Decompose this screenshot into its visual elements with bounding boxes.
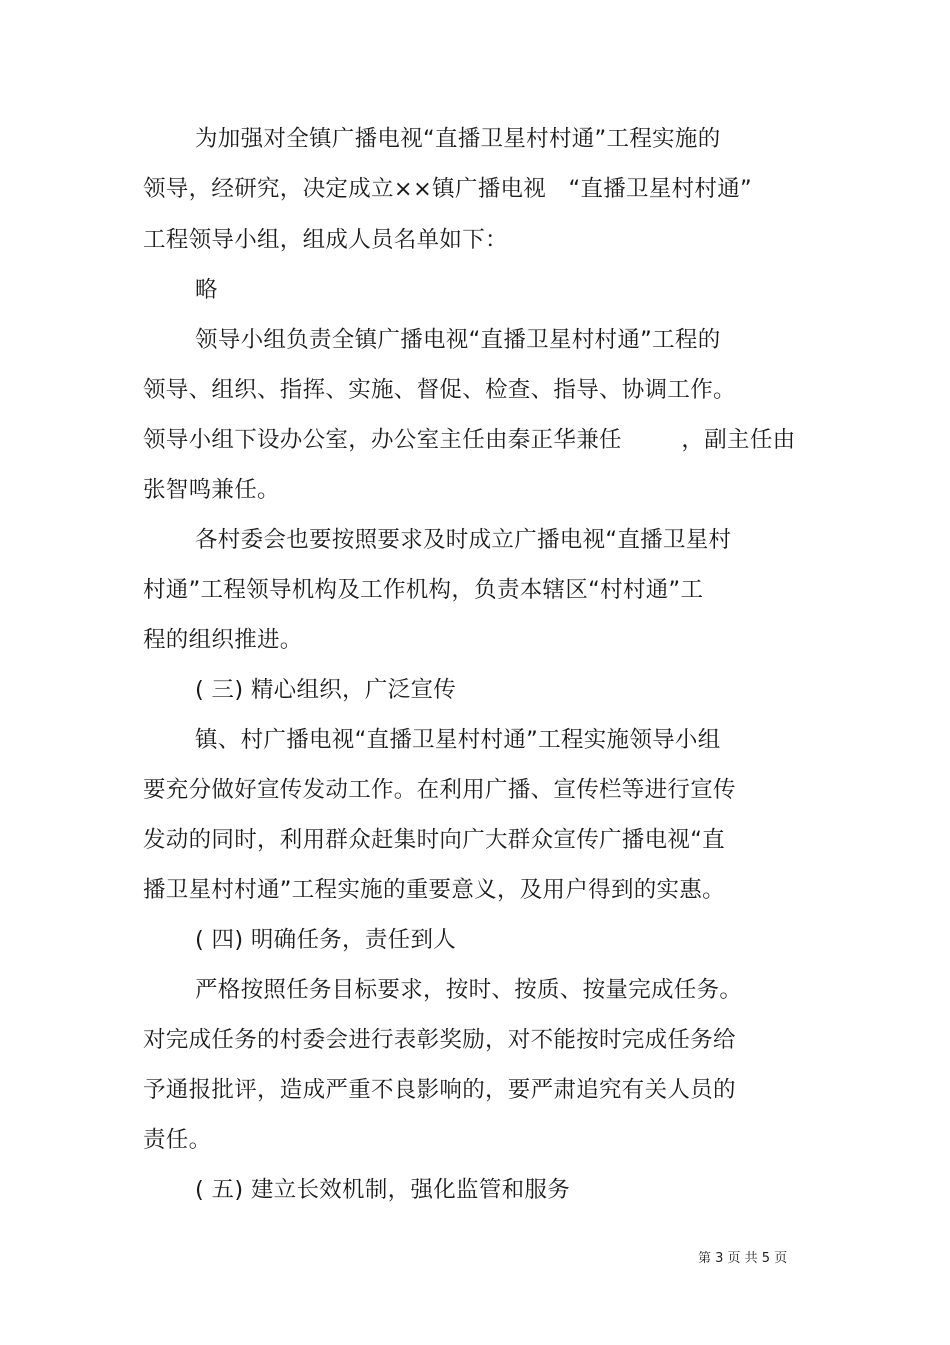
paragraph-line: 张智鸣兼任。: [143, 477, 280, 503]
paragraph-line: 略: [195, 277, 218, 303]
paragraph-line: 播卫星村村通”工程实施的重要意义，及用户得到的实惠。: [143, 877, 725, 903]
paragraph-line: 责任。: [143, 1127, 212, 1153]
paragraph-line: 予通报批评，造成严重不良影响的，要严肃追究有关人员的: [143, 1077, 736, 1103]
paragraph-line: 为加强对全镇广播电视“直播卫星村村通”工程实施的: [195, 126, 721, 152]
paragraph-line: 镇、村广播电视“直播卫星村村通”工程实施领导小组: [195, 727, 721, 753]
paragraph-line: 领导小组下设办公室，办公室主任由秦正华兼任 ，副主任由: [143, 427, 796, 453]
paragraph-line: 要充分做好宣传发动工作。在利用广播、宣传栏等进行宣传: [143, 777, 736, 803]
paragraph-line: 发动的同时，利用群众赶集时向广大群众宣传广播电视“直: [143, 827, 725, 853]
paragraph-line: 工程领导小组，组成人员名单如下：: [143, 227, 508, 253]
paragraph-line: 领导、组织、指挥、实施、督促、检查、指导、协调工作。: [143, 377, 736, 403]
section-heading: ( 五) 建立长效机制，强化监管和服务: [195, 1177, 571, 1203]
paragraph-line: 各村委会也要按照要求及时成立广播电视“直播卫星村: [195, 527, 732, 553]
paragraph-line: 领导小组负责全镇广播电视“直播卫星村村通”工程的: [195, 327, 721, 353]
page-number-footer: 第 3 页 共 5 页: [698, 1251, 788, 1266]
paragraph-line: 严格按照任务目标要求，按时、按质、按量完成任务。: [195, 977, 743, 1003]
section-heading: ( 四) 明确任务，责任到人: [195, 927, 457, 953]
paragraph-line: 领导，经研究，决定成立××镇广播电视 “直播卫星村村通”: [143, 176, 752, 202]
paragraph-line: 对完成任务的村委会进行表彰奖励，对不能按时完成任务给: [143, 1027, 736, 1053]
paragraph-line: 程的组织推进。: [143, 627, 303, 653]
paragraph-line: 村通”工程领导机构及工作机构，负责本辖区“村村通”工: [143, 577, 704, 603]
section-heading: ( 三) 精心组织，广泛宣传: [195, 677, 457, 703]
